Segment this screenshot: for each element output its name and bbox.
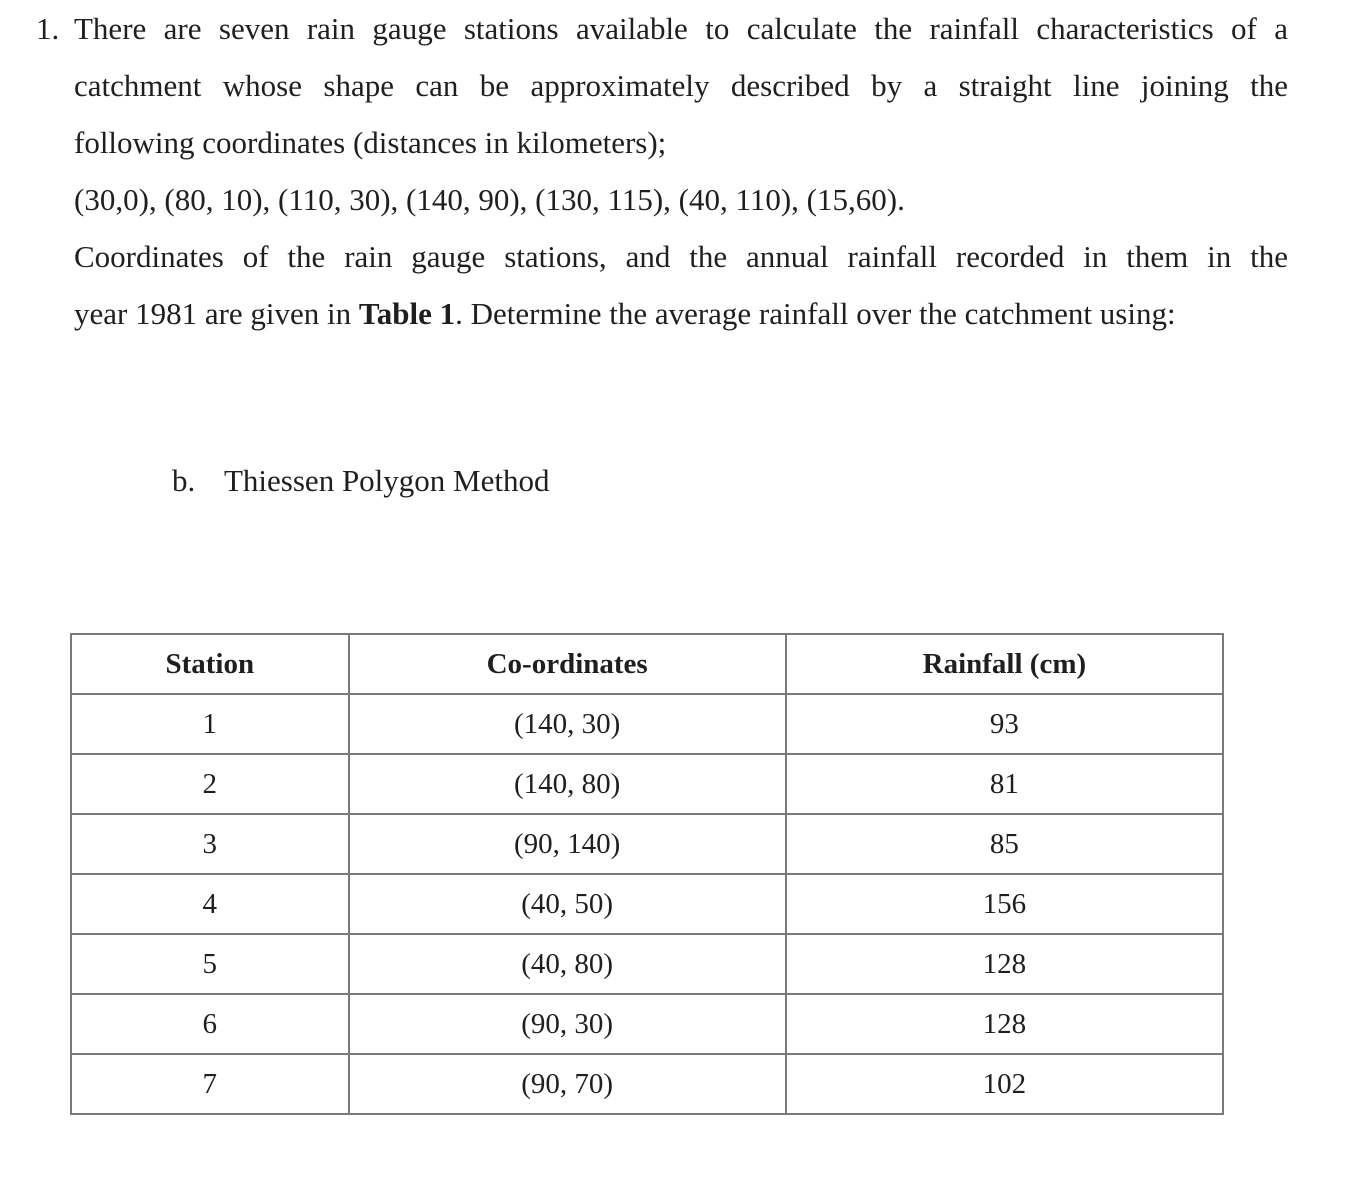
rainfall-cell: 102 — [786, 1054, 1223, 1114]
rainfall-cell: 128 — [786, 994, 1223, 1054]
sub-question-b — [172, 452, 550, 509]
coordinates-cell: (140, 30) — [349, 694, 786, 754]
table-row — [71, 814, 1223, 874]
problem-text — [74, 0, 1288, 342]
table-row — [71, 994, 1223, 1054]
sub-question-text: Thiessen Polygon Method — [224, 463, 550, 498]
station-cell: 4 — [71, 874, 349, 934]
coordinates-cell: (90, 140) — [349, 814, 786, 874]
problem-line-1: There are seven rain gauge stations available to calculate the rainfall characteristics of a — [74, 11, 1288, 46]
problem-line-5: Coordinates of the rain gauge stations, and the annual rainfall recorded in them in the — [74, 239, 1288, 274]
rainfall-cell: 156 — [786, 874, 1223, 934]
table-row — [71, 754, 1223, 814]
table-row — [71, 694, 1223, 754]
rain-gauge-table — [70, 633, 1224, 1115]
coordinates-cell: (140, 80) — [349, 754, 786, 814]
problem-number: 1. — [36, 11, 60, 46]
station-cell: 3 — [71, 814, 349, 874]
problem-line-3: following coordinates (distances in kilometers); — [74, 125, 667, 160]
station-cell: 2 — [71, 754, 349, 814]
problem-line-6-end: . Determine the average rainfall over the catchment using: — [455, 296, 1176, 331]
coordinates-cell: (40, 50) — [349, 874, 786, 934]
header-coordinates: Co-ordinates — [349, 634, 786, 694]
header-station: Station — [71, 634, 349, 694]
table-row — [71, 934, 1223, 994]
table-header-row — [71, 634, 1223, 694]
table-reference: Table 1 — [358, 296, 456, 331]
problem-line-6 — [74, 285, 1288, 342]
rainfall-cell: 85 — [786, 814, 1223, 874]
table-row — [71, 874, 1223, 934]
station-cell: 1 — [71, 694, 349, 754]
coordinates-cell: (90, 30) — [349, 994, 786, 1054]
problem-line-6-start: year 1981 are given in — [74, 296, 359, 331]
coordinates-cell: (40, 80) — [349, 934, 786, 994]
sub-question-letter: b. — [172, 463, 196, 498]
catchment-coordinates: (30,0), (80, 10), (110, 30), (140, 90), (130, 115), (40, 110), (15,60). — [74, 182, 905, 217]
table-row — [71, 1054, 1223, 1114]
coordinates-cell: (90, 70) — [349, 1054, 786, 1114]
station-cell: 6 — [71, 994, 349, 1054]
rainfall-cell: 128 — [786, 934, 1223, 994]
station-cell: 5 — [71, 934, 349, 994]
station-cell: 7 — [71, 1054, 349, 1114]
problem-line-2: catchment whose shape can be approximately described by a straight line joining the — [74, 68, 1288, 103]
rainfall-cell: 81 — [786, 754, 1223, 814]
rainfall-cell: 93 — [786, 694, 1223, 754]
header-rainfall: Rainfall (cm) — [786, 634, 1223, 694]
